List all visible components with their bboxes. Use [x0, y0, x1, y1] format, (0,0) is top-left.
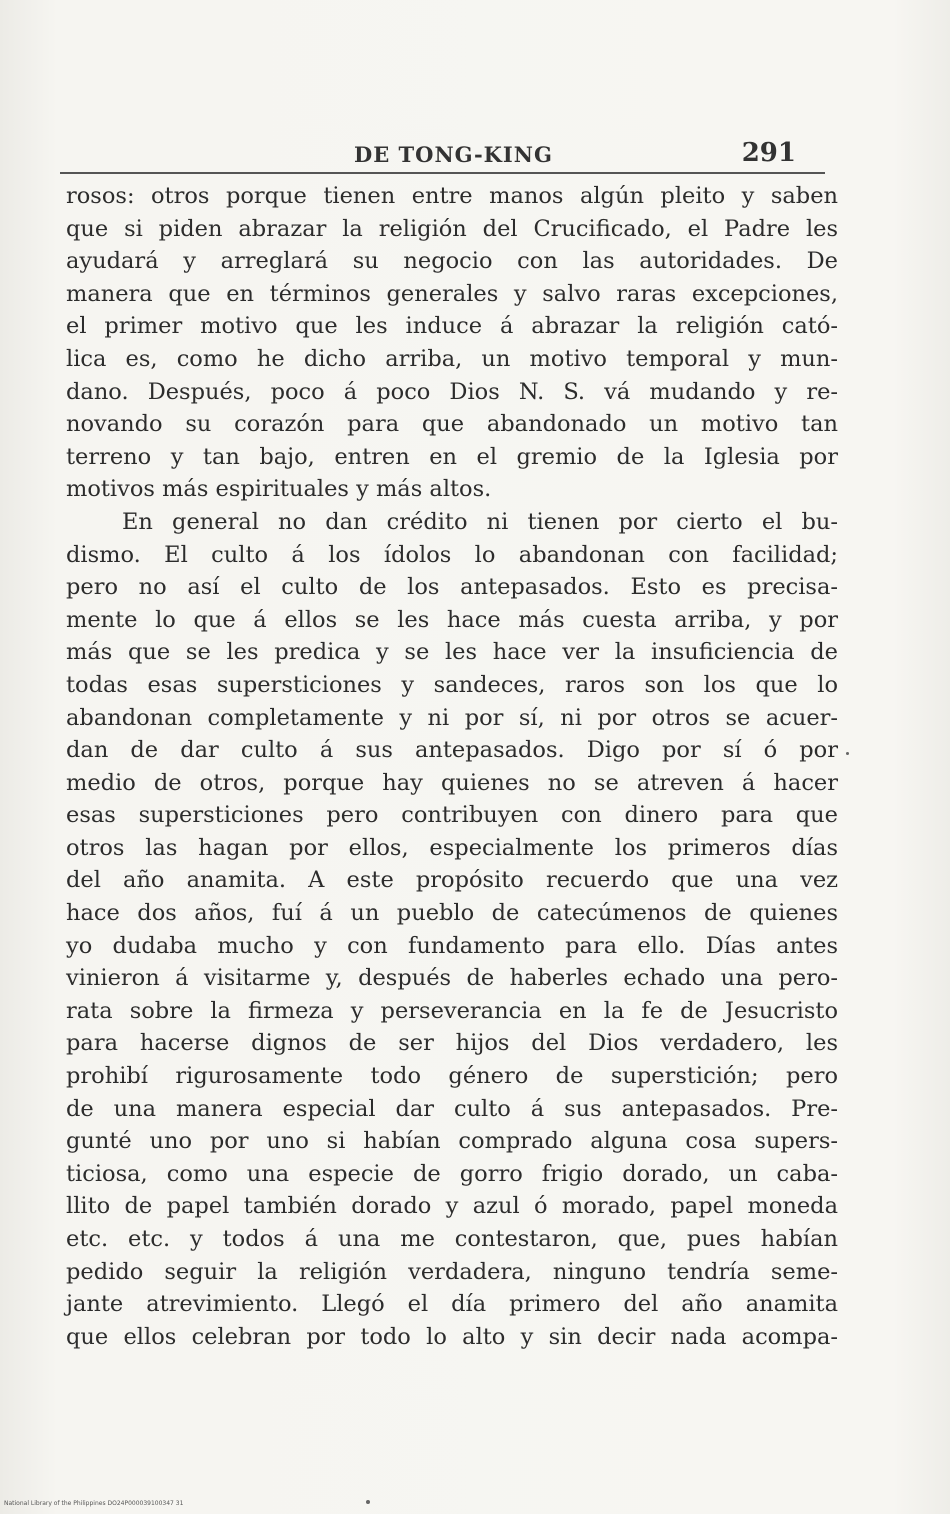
- text-line: gunté uno por uno si habían comprado alguna cosa supers-: [66, 1128, 838, 1155]
- text-line: ayudará y arreglará su negocio con las autoridades. De: [66, 248, 838, 275]
- text-line: que si piden abrazar la religión del Crucificado, el Padre les: [66, 215, 838, 242]
- body-text: [66, 180, 838, 1353]
- text-line: lica es, como he dicho arriba, un motivo temporal y mun-: [66, 345, 838, 372]
- header-title: DE TONG-KING: [354, 142, 553, 167]
- text-line: terreno y tan bajo, entren en el gremio de la Iglesia por: [66, 443, 838, 470]
- text-line: motivos más espirituales y más altos.: [66, 476, 492, 503]
- text-line: yo dudaba mucho y con fundamento para ello. Días antes: [66, 932, 838, 959]
- text-line: rosos: otros porque tienen entre manos algún pleito y saben: [66, 183, 838, 209]
- text-line: dano. Después, poco á poco Dios N. S. vá mudando y re-: [66, 378, 838, 405]
- text-line: pedido seguir la religión verdadera, ninguno tendría seme-: [66, 1258, 838, 1285]
- text-line: otros las hagan por ellos, especialmente los primeros días: [66, 834, 838, 861]
- scan-credit: National Library of the Philippines DO24P000039100347 31: [4, 1500, 184, 1507]
- text-line: abandonan completamente y ni por sí, ni por otros se acuer-: [66, 704, 838, 731]
- header-rule: [60, 172, 825, 174]
- running-header: [66, 138, 826, 170]
- text-line: para hacerse dignos de ser hijos del Dios verdadero, les: [66, 1030, 838, 1057]
- text-line: hace dos años, fuí á un pueblo de catecúmenos de quienes: [66, 900, 838, 927]
- ink-speck: [366, 1500, 370, 1504]
- text-line: llito de papel también dorado y azul ó morado, papel moneda: [66, 1193, 838, 1220]
- text-line: ticiosa, como una especie de gorro frigio dorado, un caba-: [66, 1160, 838, 1187]
- text-line: que ellos celebran por todo lo alto y sin decir nada acompa-: [66, 1323, 838, 1350]
- text-line: En general no dan crédito ni tienen por cierto el bu-: [122, 508, 838, 535]
- text-line: rata sobre la firmeza y perseverancia en la fe de Jesucristo: [66, 997, 838, 1024]
- text-line: vinieron á visitarme y, después de haberles echado una pero-: [66, 965, 838, 992]
- text-line: el primer motivo que les induce á abrazar la religión cató-: [66, 313, 838, 340]
- text-line: medio de otros, porque hay quienes no se atreven á hacer: [66, 769, 838, 796]
- text-line: dan de dar culto á sus antepasados. Digo por sí ó por: [66, 737, 838, 764]
- text-line: etc. etc. y todos á una me contestaron, que, pues habían: [66, 1226, 838, 1252]
- text-line: dismo. El culto á los ídolos lo abandonan con facilidad;: [66, 541, 838, 568]
- text-line: más que se les predica y se les hace ver la insuficiencia de: [66, 639, 838, 666]
- text-line: del año anamita. A este propósito recuerdo que una vez: [66, 867, 838, 894]
- text-line: de una manera especial dar culto á sus antepasados. Pre-: [66, 1095, 838, 1122]
- text-line: jante atrevimiento. Llegó el día primero del año anamita: [66, 1291, 838, 1318]
- text-line: esas supersticiones pero contribuyen con dinero para que: [66, 802, 838, 829]
- text-line: todas esas supersticiones y sandeces, raros son los que lo: [66, 671, 838, 698]
- text-line: pero no así el culto de los antepasados. Esto es precisa-: [66, 574, 838, 601]
- text-line: prohibí rigurosamente todo género de superstición; pero: [66, 1063, 838, 1090]
- ink-speck: [846, 752, 849, 755]
- text-line: manera que en términos generales y salvo raras excepciones,: [66, 280, 838, 307]
- text-line: novando su corazón para que abandonado un motivo tan: [66, 411, 838, 438]
- page-number: 291: [741, 138, 796, 168]
- text-line: mente lo que á ellos se les hace más cuesta arriba, y por: [66, 606, 838, 633]
